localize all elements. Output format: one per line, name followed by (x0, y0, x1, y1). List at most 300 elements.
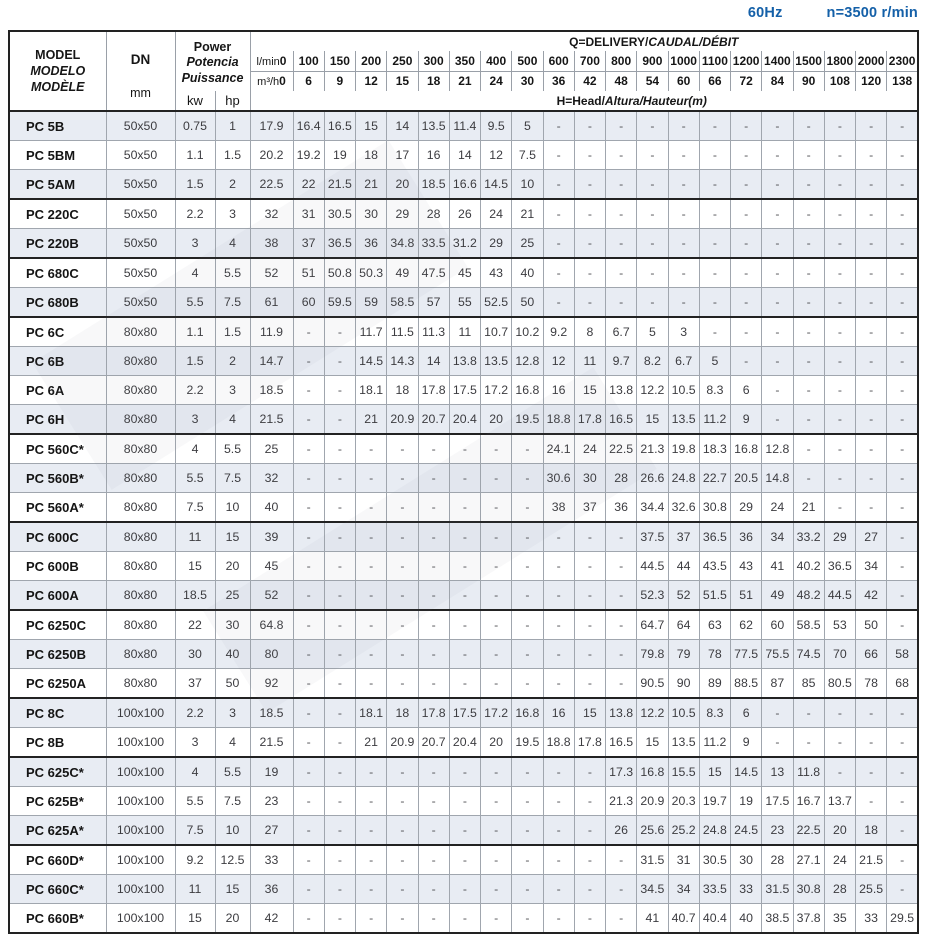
head-empty-cell: - (293, 816, 324, 846)
head-empty-cell: - (606, 904, 637, 934)
head-value-cell: 12.2 (637, 698, 668, 728)
dn-cell: 100x100 (106, 728, 175, 758)
q-m3h-21: 21 (449, 71, 480, 91)
dn-cell: 50x50 (106, 170, 175, 200)
head-value-cell: 24.5 (731, 816, 762, 846)
head-value-cell: 17.8 (574, 728, 605, 758)
model-cell: PC 220C (9, 199, 106, 229)
head-value-cell: 9.7 (606, 347, 637, 376)
q-m3h-18: 18 (418, 71, 449, 91)
head-empty-cell: - (481, 522, 512, 552)
kw-cell: 7.5 (175, 816, 215, 846)
head-value-cell: 55 (449, 288, 480, 318)
head-empty-cell: - (512, 875, 543, 904)
head-value-cell: 17.3 (606, 757, 637, 787)
head-value-cell: 25 (250, 434, 293, 464)
head-empty-cell: - (824, 199, 855, 229)
head-empty-cell: - (887, 111, 918, 141)
head-empty-cell: - (481, 875, 512, 904)
head-empty-cell: - (887, 816, 918, 846)
head-value-cell: 58.5 (793, 610, 824, 640)
head-empty-cell: - (481, 434, 512, 464)
model-cell: PC 6H (9, 405, 106, 435)
head-empty-cell: - (387, 787, 418, 816)
head-value-cell: 66 (856, 640, 887, 669)
head-value-cell: 16.8 (637, 757, 668, 787)
head-empty-cell: - (574, 875, 605, 904)
model-cell: PC 8B (9, 728, 106, 758)
head-empty-cell: - (793, 170, 824, 200)
head-value-cell: 43 (481, 258, 512, 288)
head-value-cell: 51.5 (699, 581, 730, 611)
head-empty-cell: - (824, 434, 855, 464)
q-m3h-120: 120 (856, 71, 887, 91)
head-value-cell: 28 (606, 464, 637, 493)
head-empty-cell: - (824, 698, 855, 728)
head-value-cell: 23 (762, 816, 793, 846)
head-empty-cell: - (762, 258, 793, 288)
head-value-cell: 13.8 (606, 698, 637, 728)
head-value-cell: 28 (824, 875, 855, 904)
head-value-cell: 8.3 (699, 698, 730, 728)
head-empty-cell: - (887, 347, 918, 376)
head-value-cell: 49 (762, 581, 793, 611)
head-empty-cell: - (512, 757, 543, 787)
head-empty-cell: - (387, 904, 418, 934)
head-value-cell: 5 (699, 347, 730, 376)
power-column-header (175, 31, 250, 91)
head-value-cell: 18 (387, 376, 418, 405)
head-empty-cell: - (856, 288, 887, 318)
head-value-cell: 12.8 (762, 434, 793, 464)
model-cell: PC 6250C (9, 610, 106, 640)
head-value-cell: 11 (574, 347, 605, 376)
head-value-cell: 37 (293, 229, 324, 259)
head-empty-cell: - (418, 581, 449, 611)
dn-cell: 80x80 (106, 552, 175, 581)
head-empty-cell: - (793, 288, 824, 318)
head-value-cell: 9.5 (481, 111, 512, 141)
head-value-cell: 45 (250, 552, 293, 581)
head-empty-cell: - (824, 170, 855, 200)
head-value-cell: 11.9 (250, 317, 293, 347)
head-empty-cell: - (449, 522, 480, 552)
dn-cell: 100x100 (106, 787, 175, 816)
head-empty-cell: - (293, 493, 324, 523)
head-empty-cell: - (574, 111, 605, 141)
head-value-cell: 79.8 (637, 640, 668, 669)
q-m3h-60: 60 (668, 71, 699, 91)
head-empty-cell: - (543, 258, 574, 288)
head-empty-cell: - (543, 816, 574, 846)
head-value-cell: 24 (824, 845, 855, 875)
head-value-cell: 24.8 (668, 464, 699, 493)
head-value-cell: 18 (387, 698, 418, 728)
head-value-cell: 87 (762, 669, 793, 699)
head-value-cell: 36.5 (699, 522, 730, 552)
head-value-cell: 25.2 (668, 816, 699, 846)
head-value-cell: 42 (250, 904, 293, 934)
head-value-cell: 61 (250, 288, 293, 318)
head-empty-cell: - (824, 111, 855, 141)
head-empty-cell: - (418, 640, 449, 669)
table-row (9, 522, 918, 552)
model-cell: PC 5AM (9, 170, 106, 200)
head-value-cell: 17.8 (418, 376, 449, 405)
head-empty-cell: - (449, 875, 480, 904)
head-empty-cell: - (356, 581, 387, 611)
head-empty-cell: - (543, 757, 574, 787)
head-value-cell: 89 (699, 669, 730, 699)
head-value-cell: 20.7 (418, 728, 449, 758)
head-empty-cell: - (637, 229, 668, 259)
q-lmin-800: 800 (606, 51, 637, 71)
head-empty-cell: - (606, 581, 637, 611)
dn-cell: 100x100 (106, 845, 175, 875)
head-value-cell: 35 (824, 904, 855, 934)
head-empty-cell: - (293, 317, 324, 347)
table-row (9, 816, 918, 846)
head-value-cell: 33.5 (418, 229, 449, 259)
head-value-cell: 38 (543, 493, 574, 523)
head-empty-cell: - (293, 522, 324, 552)
head-empty-cell: - (481, 669, 512, 699)
head-empty-cell: - (356, 522, 387, 552)
head-value-cell: 20.3 (668, 787, 699, 816)
head-empty-cell: - (449, 816, 480, 846)
head-empty-cell: - (606, 669, 637, 699)
head-empty-cell: - (762, 728, 793, 758)
head-empty-cell: - (449, 493, 480, 523)
head-empty-cell: - (543, 522, 574, 552)
q-lmin-1500: 1500 (793, 51, 824, 71)
q-m3h-12: 12 (356, 71, 387, 91)
model-cell: PC 560B* (9, 464, 106, 493)
head-value-cell: 37 (668, 522, 699, 552)
dn-cell: 100x100 (106, 875, 175, 904)
head-empty-cell: - (824, 288, 855, 318)
head-value-cell: 27 (856, 522, 887, 552)
model-cell: PC 680B (9, 288, 106, 318)
head-empty-cell: - (668, 199, 699, 229)
pump-performance-table (8, 30, 919, 934)
head-value-cell: 14.5 (356, 347, 387, 376)
head-empty-cell: - (356, 816, 387, 846)
head-empty-cell: - (418, 787, 449, 816)
dn-cell: 80x80 (106, 464, 175, 493)
head-value-cell: 43.5 (699, 552, 730, 581)
head-value-cell: 32.6 (668, 493, 699, 523)
head-empty-cell: - (762, 347, 793, 376)
hp-cell: 5.5 (215, 757, 250, 787)
head-empty-cell: - (856, 464, 887, 493)
head-empty-cell: - (762, 288, 793, 318)
head-empty-cell: - (793, 199, 824, 229)
hp-cell: 4 (215, 229, 250, 259)
head-empty-cell: - (762, 317, 793, 347)
head-empty-cell: - (543, 845, 574, 875)
head-empty-cell: - (293, 875, 324, 904)
head-empty-cell: - (512, 581, 543, 611)
head-empty-cell: - (387, 610, 418, 640)
head-empty-cell: - (543, 581, 574, 611)
table-row (9, 640, 918, 669)
table-row (9, 464, 918, 493)
table-row (9, 141, 918, 170)
head-value-cell: 36.5 (824, 552, 855, 581)
model-cell: PC 660D* (9, 845, 106, 875)
hp-cell: 5.5 (215, 258, 250, 288)
head-value-cell: 30 (574, 464, 605, 493)
hp-cell: 1.5 (215, 317, 250, 347)
head-value-cell: 14.8 (762, 464, 793, 493)
head-value-cell: 34.8 (387, 229, 418, 259)
kw-cell: 5.5 (175, 464, 215, 493)
head-value-cell: 12.2 (637, 376, 668, 405)
head-value-cell: 20.4 (449, 728, 480, 758)
q-lmin-900: 900 (637, 51, 668, 71)
head-value-cell: 20.7 (418, 405, 449, 435)
model-label-en: MODEL (35, 47, 81, 62)
head-value-cell: 28 (418, 199, 449, 229)
table-row (9, 317, 918, 347)
head-empty-cell: - (293, 581, 324, 611)
hp-cell: 2 (215, 170, 250, 200)
head-value-cell: 14.3 (387, 347, 418, 376)
head-value-cell: 88.5 (731, 669, 762, 699)
head-value-cell: 22 (293, 170, 324, 200)
power-label-fr: Puissance (181, 70, 244, 85)
head-value-cell: 30 (731, 845, 762, 875)
head-value-cell: 52 (250, 258, 293, 288)
head-empty-cell: - (481, 904, 512, 934)
head-empty-cell: - (356, 904, 387, 934)
head-empty-cell: - (731, 111, 762, 141)
head-empty-cell: - (324, 581, 355, 611)
head-empty-cell: - (699, 141, 730, 170)
head-value-cell: 16.6 (449, 170, 480, 200)
table-row (9, 111, 918, 141)
head-value-cell: 6 (731, 376, 762, 405)
q-lmin-1200: 1200 (731, 51, 762, 71)
kw-cell: 3 (175, 728, 215, 758)
table-row (9, 258, 918, 288)
model-cell: PC 600A (9, 581, 106, 611)
table-row (9, 229, 918, 259)
head-value-cell: 15 (574, 376, 605, 405)
head-empty-cell: - (387, 845, 418, 875)
head-empty-cell: - (606, 258, 637, 288)
head-value-cell: 26 (449, 199, 480, 229)
head-value-cell: 15 (637, 405, 668, 435)
head-value-cell: 13.5 (418, 111, 449, 141)
head-empty-cell: - (512, 845, 543, 875)
head-value-cell: 15 (699, 757, 730, 787)
head-empty-cell: - (887, 141, 918, 170)
head-value-cell: 18.5 (250, 376, 293, 405)
head-empty-cell: - (887, 317, 918, 347)
model-cell: PC 625A* (9, 816, 106, 846)
dn-cell: 80x80 (106, 581, 175, 611)
head-empty-cell: - (606, 199, 637, 229)
head-value-cell: 24 (574, 434, 605, 464)
head-empty-cell: - (887, 698, 918, 728)
model-cell: PC 660C* (9, 875, 106, 904)
head-value-cell: 30 (356, 199, 387, 229)
head-value-cell: 5 (637, 317, 668, 347)
head-value-cell: 29 (387, 199, 418, 229)
head-value-cell: 64.7 (637, 610, 668, 640)
head-value-cell: 12 (543, 347, 574, 376)
head-value-cell: 58.5 (387, 288, 418, 318)
head-value-cell: 21.5 (250, 728, 293, 758)
table-row (9, 434, 918, 464)
head-empty-cell: - (356, 787, 387, 816)
head-empty-cell: - (824, 493, 855, 523)
head-empty-cell: - (824, 258, 855, 288)
head-value-cell: 17.8 (574, 405, 605, 435)
q-m3h-90: 90 (793, 71, 824, 91)
m3h-zero: 0 (279, 74, 286, 89)
head-value-cell: 8.3 (699, 376, 730, 405)
kw-cell: 15 (175, 552, 215, 581)
head-empty-cell: - (356, 875, 387, 904)
head-empty-cell: - (762, 111, 793, 141)
hp-cell: 10 (215, 816, 250, 846)
head-empty-cell: - (293, 610, 324, 640)
dn-cell: 50x50 (106, 111, 175, 141)
model-cell: PC 220B (9, 229, 106, 259)
q-m3h-72: 72 (731, 71, 762, 91)
head-empty-cell: - (887, 610, 918, 640)
head-value-cell: 80.5 (824, 669, 855, 699)
head-empty-cell: - (387, 522, 418, 552)
head-value-cell: 49 (387, 258, 418, 288)
hp-cell: 15 (215, 522, 250, 552)
head-empty-cell: - (793, 229, 824, 259)
head-value-cell: 31.2 (449, 229, 480, 259)
head-empty-cell: - (606, 845, 637, 875)
head-empty-cell: - (324, 698, 355, 728)
head-value-cell: 31 (668, 845, 699, 875)
model-label-es: MODELO (30, 63, 86, 78)
head-empty-cell: - (293, 376, 324, 405)
head-empty-cell: - (574, 904, 605, 934)
head-empty-cell: - (293, 787, 324, 816)
head-empty-cell: - (699, 111, 730, 141)
head-empty-cell: - (574, 640, 605, 669)
q-lmin-500: 500 (512, 51, 543, 71)
head-value-cell: 15 (637, 728, 668, 758)
head-value-cell: 21.5 (856, 845, 887, 875)
head-empty-cell: - (574, 787, 605, 816)
head-empty-cell: - (481, 787, 512, 816)
head-value-cell: 18.1 (356, 698, 387, 728)
head-empty-cell: - (637, 141, 668, 170)
dn-cell: 50x50 (106, 141, 175, 170)
kw-cell: 3 (175, 229, 215, 259)
head-value-cell: 24.1 (543, 434, 574, 464)
head-empty-cell: - (793, 464, 824, 493)
table-row (9, 698, 918, 728)
delivery-title-plain: Q=DELIVERY/ (569, 34, 649, 49)
dn-cell: 80x80 (106, 493, 175, 523)
head-empty-cell: - (637, 258, 668, 288)
operating-conditions (748, 5, 918, 21)
head-empty-cell: - (356, 845, 387, 875)
q-m3h-36: 36 (543, 71, 574, 91)
hp-cell: 4 (215, 405, 250, 435)
head-value-cell: 30.8 (793, 875, 824, 904)
q-m3h-48: 48 (606, 71, 637, 91)
head-empty-cell: - (668, 258, 699, 288)
head-empty-cell: - (543, 170, 574, 200)
head-empty-cell: - (637, 288, 668, 318)
head-empty-cell: - (481, 464, 512, 493)
head-value-cell: 14 (418, 347, 449, 376)
head-value-cell: 21.5 (250, 405, 293, 435)
dn-cell: 80x80 (106, 522, 175, 552)
head-value-cell: 25.5 (856, 875, 887, 904)
head-empty-cell: - (481, 581, 512, 611)
head-value-cell: 11 (449, 317, 480, 347)
dn-cell: 50x50 (106, 229, 175, 259)
head-value-cell: 27.1 (793, 845, 824, 875)
head-empty-cell: - (418, 904, 449, 934)
model-cell: PC 680C (9, 258, 106, 288)
head-value-cell: 16.5 (324, 111, 355, 141)
delivery-title-italic: CAUDAL/DÉBIT (648, 34, 739, 49)
q-m3h-108: 108 (824, 71, 855, 91)
head-empty-cell: - (793, 728, 824, 758)
head-value-cell: 57 (418, 288, 449, 318)
head-value-cell: 19 (731, 787, 762, 816)
head-empty-cell: - (699, 288, 730, 318)
hp-cell: 4 (215, 728, 250, 758)
hp-cell: 7.5 (215, 464, 250, 493)
head-value-cell: 19.5 (512, 728, 543, 758)
head-empty-cell: - (887, 552, 918, 581)
head-value-cell: 40.7 (668, 904, 699, 934)
kw-cell: 1.5 (175, 170, 215, 200)
model-column-header (9, 31, 106, 111)
head-empty-cell: - (887, 581, 918, 611)
head-empty-cell: - (574, 552, 605, 581)
head-value-cell: 14.5 (481, 170, 512, 200)
table-row (9, 376, 918, 405)
q-lmin-1800: 1800 (824, 51, 855, 71)
model-cell: PC 6B (9, 347, 106, 376)
head-empty-cell: - (418, 552, 449, 581)
head-value-cell: 18 (856, 816, 887, 846)
q-m3h-66: 66 (699, 71, 730, 91)
head-empty-cell: - (293, 698, 324, 728)
head-empty-cell: - (481, 493, 512, 523)
q-lmin-200: 200 (356, 51, 387, 71)
q-lmin-2000: 2000 (856, 51, 887, 71)
head-value-cell: 80 (250, 640, 293, 669)
head-empty-cell: - (512, 493, 543, 523)
head-value-cell: 36 (606, 493, 637, 523)
head-empty-cell: - (293, 728, 324, 758)
head-empty-cell: - (699, 258, 730, 288)
head-empty-cell: - (856, 493, 887, 523)
head-empty-cell: - (449, 845, 480, 875)
head-value-cell: 11.3 (418, 317, 449, 347)
head-empty-cell: - (856, 317, 887, 347)
head-empty-cell: - (449, 464, 480, 493)
head-empty-cell: - (793, 258, 824, 288)
